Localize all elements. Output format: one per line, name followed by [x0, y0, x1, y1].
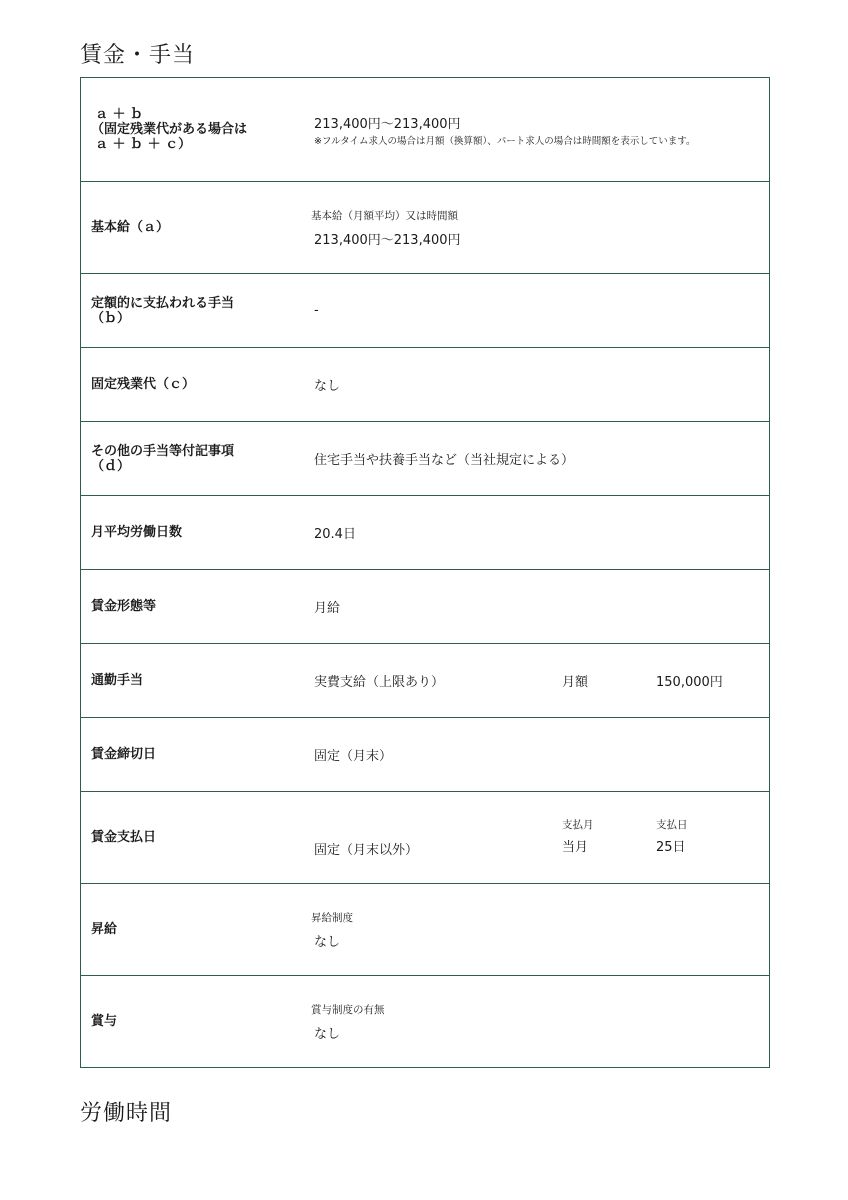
- table-row: [81, 274, 770, 348]
- row-value-workdays: 20.4日: [299, 496, 770, 570]
- payday-day-column: [656, 817, 688, 855]
- row-label-base: 基本給（ａ）: [81, 182, 300, 274]
- table-row: [81, 792, 770, 884]
- row-label-other: [81, 422, 300, 496]
- table-row: [81, 976, 770, 1068]
- section-title-hours: 労働時間: [80, 1101, 173, 1126]
- table-row: [81, 644, 770, 718]
- row-label-workdays: 月平均労働日数: [81, 496, 300, 570]
- table-row: [81, 884, 770, 976]
- row-label-closing: 賃金締切日: [81, 718, 300, 792]
- table-row: [81, 496, 770, 570]
- row-value-closing: 固定（月末）: [299, 718, 770, 792]
- row-label-overtime: 固定残業代（ｃ）: [81, 348, 300, 422]
- commute-unit: 月額: [562, 674, 589, 690]
- total-note: ※フルタイム求人の場合は月額（換算額）、パート求人の場合は時間額を表示しています。: [314, 135, 696, 147]
- section-title-wage: 賃金・手当: [80, 43, 196, 68]
- bonus-value: なし: [314, 1026, 341, 1042]
- payday-value: 固定（月末以外）: [314, 842, 419, 858]
- payday-day: 25日: [656, 839, 686, 855]
- row-value-base: [299, 182, 770, 274]
- row-label-total: [81, 78, 300, 182]
- row-value-payday: [299, 792, 770, 884]
- table-row: [81, 422, 770, 496]
- row-value-other: 住宅手当や扶養手当など（当社規定による）: [299, 422, 770, 496]
- label-line: （固定残業代がある場合は: [91, 122, 248, 137]
- table-row: [81, 78, 770, 182]
- row-value-overtime: なし: [299, 348, 770, 422]
- row-label-payday: 賃金支払日: [81, 792, 300, 884]
- row-label-commute: 通勤手当: [81, 644, 300, 718]
- table-row: [81, 718, 770, 792]
- row-label-wage-type: 賃金形態等: [81, 570, 300, 644]
- payday-columns: [314, 817, 769, 859]
- label-line: その他の手当等付記事項: [91, 443, 235, 459]
- base-sub-label: 基本給（月額平均）又は時間額: [311, 209, 458, 222]
- table-row: [81, 570, 770, 644]
- row-label-fixed-allowance: [81, 274, 300, 348]
- bonus-sub-label: 賞与制度の有無: [311, 1003, 385, 1016]
- row-label-bonus: 賞与: [81, 976, 300, 1068]
- wage-table: [80, 77, 770, 1068]
- raise-sub-label: 昇給制度: [311, 911, 353, 924]
- label-line: （ｄ）: [91, 458, 131, 474]
- payday-month: 当月: [562, 839, 589, 855]
- table-row: [81, 182, 770, 274]
- label-line: ａ ＋ ｂ ＋ ｃ）: [95, 137, 192, 152]
- table-row: [81, 348, 770, 422]
- payday-day-head: 支払日: [656, 818, 688, 831]
- label-line: ａ ＋ ｂ: [95, 107, 144, 122]
- row-label-raise: 昇給: [81, 884, 300, 976]
- total-value: 213,400円〜213,400円: [314, 116, 461, 132]
- row-value-commute: [299, 644, 770, 718]
- row-value-fixed-allowance: -: [299, 274, 770, 348]
- label-line: （ｂ）: [91, 310, 131, 326]
- label-line: 定額的に支払われる手当: [91, 295, 235, 311]
- raise-value: なし: [314, 934, 341, 950]
- row-value-wage-type: 月給: [299, 570, 770, 644]
- payday-month-head: 支払月: [562, 818, 594, 831]
- payday-month-column: [562, 817, 594, 855]
- commute-value: 実費支給（上限あり）: [314, 674, 445, 690]
- base-value: 213,400円〜213,400円: [314, 232, 461, 248]
- commute-amount: 150,000円: [656, 674, 723, 690]
- row-value-total: [299, 78, 770, 182]
- commute-columns: [314, 671, 769, 691]
- row-value-bonus: [299, 976, 770, 1068]
- row-value-raise: [299, 884, 770, 976]
